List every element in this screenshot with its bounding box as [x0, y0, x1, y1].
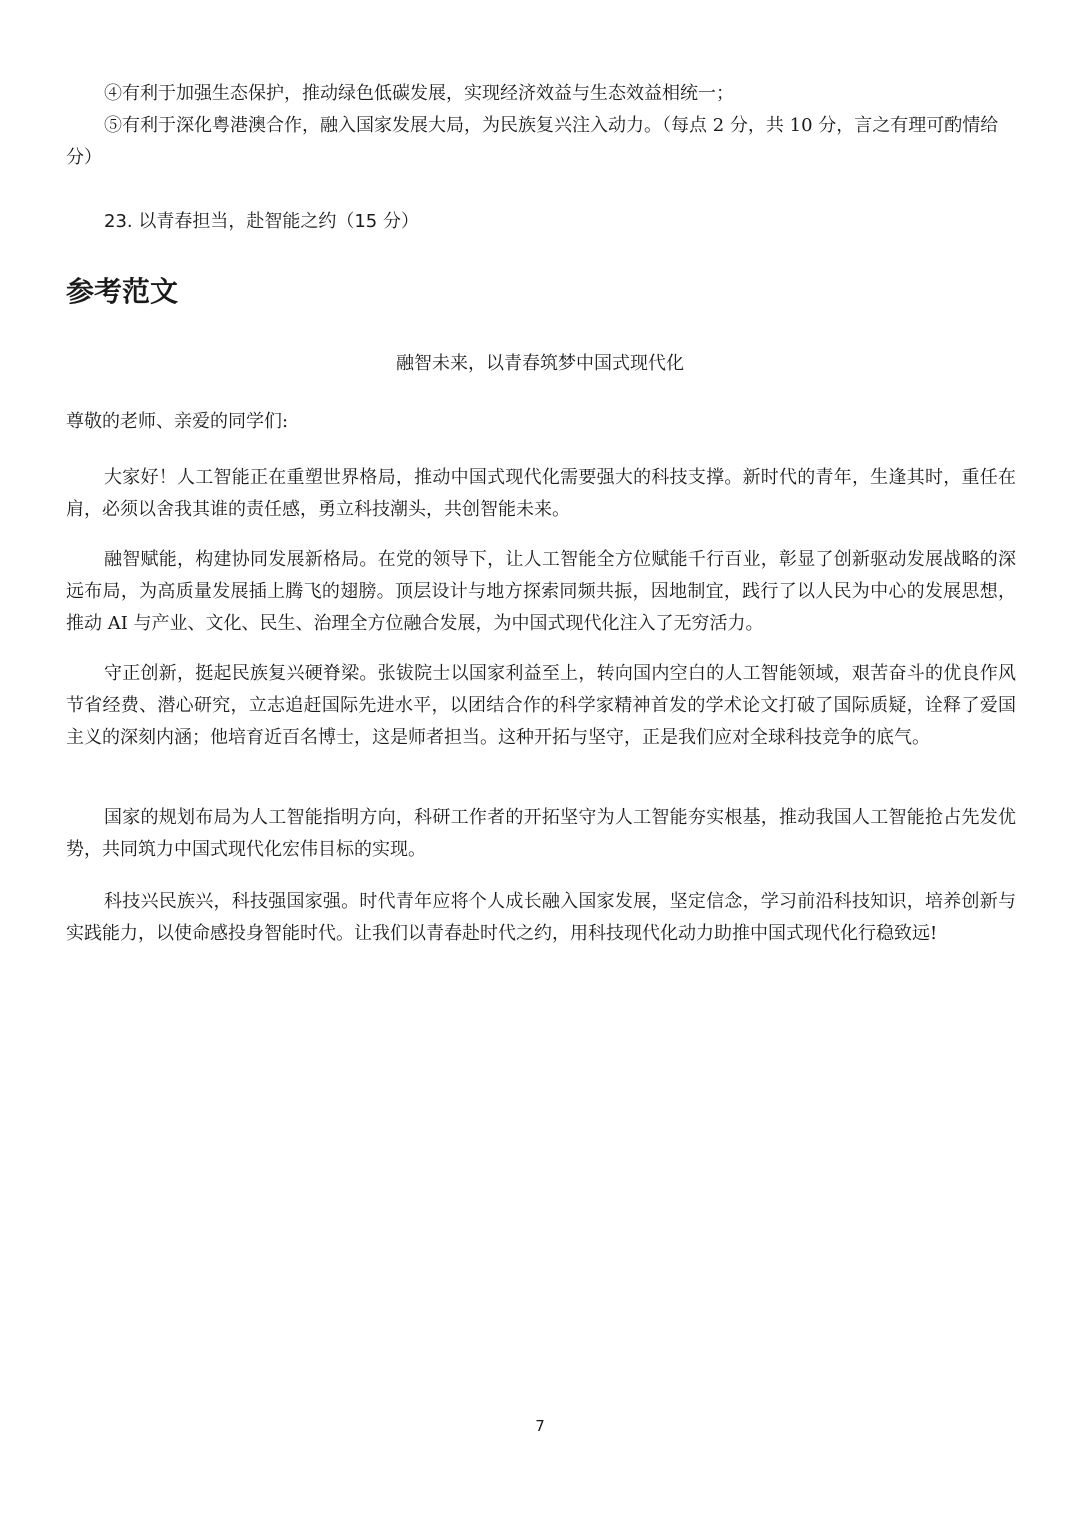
essay-paragraph: 大家好！人工智能正在重塑世界格局，推动中国式现代化需要强大的科技支撑。新时代的青年，生逢其时，重任在肩，必须以舍我其谁的责任感，勇立科技潮头，共创智能未来。 — [66, 467, 1016, 520]
page-number: 7 — [535, 1417, 545, 1435]
section-heading: 参考范文 — [66, 275, 179, 308]
essay-title: 融智未来，以青春筑梦中国式现代化 — [396, 353, 684, 374]
answer-point-5: ⑤有利于深化粤港澳合作，融入国家发展大局，为民族复兴注入动力。（每点 2 分，共 10 分，言之有理可酌情给分） — [66, 115, 999, 168]
essay-paragraph: 国家的规划布局为人工智能指明方向，科研工作者的开拓坚守为人工智能夯实根基，推动我国人工智能抢占先发优势，共同筑力中国式现代化宏伟目标的实现。 — [66, 807, 1016, 860]
answer-point-4: ④有利于加强生态保护，推动绿色低碳发展，实现经济效益与生态效益相统一； — [104, 83, 734, 104]
essay-salutation: 尊敬的老师、亲爱的同学们: — [66, 411, 289, 432]
answer-points — [66, 78, 1016, 174]
question-23: 23. 以青春担当，赴智能之约（15 分） — [104, 211, 419, 232]
essay-paragraph: 融智赋能，构建协同发展新格局。在党的领导下，让人工智能全方位赋能千行百业，彰显了创新驱动发展战略的深远布局，为高质量发展插上腾飞的翅膀。顶层设计与地方探索同频共振，因地制宜，践行了以人民为中心的发展思想，推动 AI 与产业、文化、民生、治理全方位融合发展，为中国式现代化注入了无穷活力。 — [66, 549, 1016, 634]
essay-paragraph: 守正创新，挺起民族复兴硬脊梁。张钹院士以国家利益至上，转向国内空白的人工智能领域，艰苦奋斗的优良作风节省经费、潜心研究，立志追赶国际先进水平，以团结合作的科学家精神首发的学术论文打破了国际质疑，诠释了爱国主义的深刻内涵；他培育近百名博士，这是师者担当。这种开拓与坚守，正是我们应对全球科技竞争的底气。 — [66, 663, 1016, 748]
essay-paragraph: 科技兴民族兴，科技强国家强。时代青年应将个人成长融入国家发展，坚定信念，学习前沿科技知识，培养创新与实践能力，以使命感投身智能时代。让我们以青春赴时代之约，用科技现代化动力助推中国式现代化行稳致远! — [66, 891, 1016, 944]
